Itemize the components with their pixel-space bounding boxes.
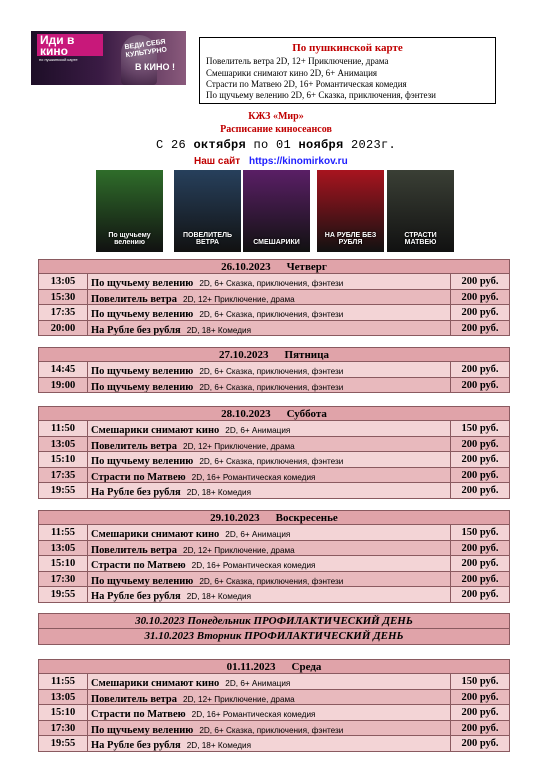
session-film — [88, 378, 451, 393]
session-price: 150 руб. — [461, 676, 499, 687]
day-header — [38, 259, 510, 274]
session-row — [38, 674, 510, 690]
session-time: 13:05 — [39, 690, 88, 705]
session-row — [38, 690, 510, 706]
session-time: 17:35 — [39, 305, 88, 320]
session-row — [38, 736, 510, 752]
film-title: На Рубле без рубля — [91, 487, 181, 498]
film-title: Смешарики снимают кино — [91, 678, 220, 689]
session-film — [88, 362, 451, 377]
session-film — [88, 674, 451, 689]
session-time: 11:50 — [39, 421, 88, 436]
day-date: 01.11.2023 — [226, 661, 276, 673]
film-title: Повелитель ветра — [91, 293, 178, 304]
session-row — [38, 587, 510, 603]
film-info: 2D, 18+ Комедия — [186, 592, 252, 601]
session-film — [88, 305, 451, 320]
session-time: 11:55 — [39, 525, 88, 540]
session-time: 15:10 — [39, 705, 88, 720]
movie-poster — [387, 170, 454, 252]
session-film — [88, 274, 451, 289]
session-time: 15:30 — [39, 290, 88, 305]
session-time: 17:30 — [39, 721, 88, 736]
session-film — [88, 587, 451, 602]
pushkin-card-title: По пушкинской карте — [292, 42, 403, 54]
film-info: 2D, 6+ Сказка, приключения, фэнтези — [199, 382, 344, 392]
session-row — [38, 362, 510, 378]
session-price: 200 руб. — [461, 589, 499, 600]
pushkin-card-box — [199, 37, 496, 104]
session-row — [38, 421, 510, 437]
day-schedule — [38, 259, 510, 336]
film-title: По щучьему велению — [91, 456, 194, 467]
poster-caption: НА РУБЛЕ БЕЗ РУБЛЯ — [324, 232, 377, 246]
movie-poster — [317, 170, 384, 252]
session-price: 200 руб. — [461, 291, 499, 303]
film-title: По щучьему велению — [91, 366, 194, 377]
day-header — [38, 510, 510, 525]
session-row — [38, 572, 510, 588]
pushkin-card-banner — [31, 31, 186, 85]
film-title: На Рубле без рубля — [91, 591, 181, 602]
day-weekday: Пятница — [284, 349, 329, 361]
session-price: 200 руб. — [461, 573, 499, 585]
day-header — [38, 406, 510, 421]
website-label: Наш сайт — [194, 156, 241, 167]
pushkin-film: Повелитель ветра 2D, 12+ Приключение, драма — [206, 56, 389, 66]
day-header — [38, 659, 510, 674]
film-title: Страсти по Матвею — [91, 560, 186, 571]
day-weekday: Среда — [291, 661, 322, 673]
session-time: 19:55 — [39, 736, 88, 751]
maintenance-notice: 31.10.2023 Вторник ПРОФИЛАКТИЧЕСКИЙ ДЕНЬ — [38, 629, 510, 645]
film-info: 2D, 6+ Анимация — [225, 426, 291, 435]
poster-caption: СМЕШАРИКИ — [253, 239, 300, 246]
session-row — [38, 705, 510, 721]
session-price: 200 руб. — [461, 307, 499, 318]
poster-caption: ПОВЕЛИТЕЛЬ ВЕТРА — [182, 232, 233, 246]
film-info: 2D, 6+ Сказка, приключения, фэнтези — [199, 367, 344, 376]
movie-poster — [174, 170, 241, 252]
film-info: 2D, 6+ Анимация — [225, 530, 291, 539]
day-schedule — [38, 510, 510, 603]
session-price: 200 руб. — [461, 322, 499, 334]
poster-caption: СТРАСТИ МАТВЕЮ — [404, 232, 437, 246]
session-price: 150 руб. — [461, 423, 499, 434]
film-title: По щучьему велению — [91, 278, 194, 289]
session-price: 200 руб. — [461, 691, 499, 703]
session-film — [88, 421, 451, 436]
day-weekday: Воскресенье — [275, 512, 338, 524]
session-film — [88, 556, 451, 571]
session-time: 19:55 — [39, 587, 88, 602]
session-time: 19:55 — [39, 483, 88, 498]
cinema-name: КЖЗ «Мир» — [248, 111, 304, 122]
film-title: По щучьему велению — [91, 724, 194, 735]
session-price: 200 руб. — [461, 438, 499, 450]
pushkin-film: Смешарики снимают кино 2D, 6+ Анимация — [206, 68, 378, 78]
film-title: Повелитель ветра — [91, 544, 178, 555]
session-time: 14:45 — [39, 362, 88, 377]
session-film — [88, 736, 451, 751]
film-info: 2D, 12+ Приключение, драма — [183, 545, 295, 555]
film-info: 2D, 18+ Комедия — [186, 325, 252, 335]
film-title: Повелитель ветра — [91, 440, 178, 451]
session-row — [38, 274, 510, 290]
day-weekday: Четверг — [286, 261, 327, 273]
session-film — [88, 290, 451, 305]
day-date: 26.10.2023 — [221, 261, 271, 273]
session-row — [38, 525, 510, 541]
film-title: Страсти по Матвею — [91, 709, 186, 720]
session-row — [38, 452, 510, 468]
film-info: 2D, 6+ Сказка, приключения, фэнтези — [199, 725, 344, 735]
session-film — [88, 483, 451, 498]
session-row — [38, 305, 510, 321]
session-film — [88, 321, 451, 336]
session-time: 13:05 — [39, 541, 88, 556]
film-info: 2D, 16+ Романтическая комедия — [191, 561, 316, 570]
film-info: 2D, 6+ Сказка, приключения, фэнтези — [199, 576, 344, 586]
session-film — [88, 705, 451, 720]
movie-poster — [96, 170, 163, 252]
session-price: 200 руб. — [461, 738, 499, 749]
film-title: На Рубле без рубля — [91, 324, 181, 335]
schedule-subtitle: Расписание киносеансов — [220, 124, 332, 135]
session-price: 200 руб. — [461, 379, 499, 391]
session-price: 200 руб. — [461, 558, 499, 569]
day-date: 27.10.2023 — [219, 349, 269, 361]
website-link[interactable]: https://kinomirkov.ru — [248, 156, 348, 167]
session-time: 13:05 — [39, 437, 88, 452]
film-info: 2D, 16+ Романтическая комедия — [191, 472, 316, 482]
maintenance-notice: 30.10.2023 Понедельник ПРОФИЛАКТИЧЕСКИЙ ДЕНЬ — [38, 613, 510, 629]
film-title: Повелитель ветра — [91, 693, 178, 704]
session-price: 200 руб. — [461, 542, 499, 554]
session-time: 15:10 — [39, 452, 88, 467]
movie-poster — [243, 170, 310, 252]
session-time: 19:00 — [39, 378, 88, 393]
session-film — [88, 690, 451, 705]
session-time: 20:00 — [39, 321, 88, 336]
film-info: 2D, 12+ Приключение, драма — [183, 294, 295, 304]
poster-caption: По щучьему велению — [108, 232, 151, 246]
session-row — [38, 378, 510, 394]
banner-slogan: ВЕДИ СЕБЯ КУЛЬТУРНО — [124, 38, 168, 60]
banner-subtitle: по пушкинской карте — [39, 57, 78, 62]
day-date: 28.10.2023 — [221, 408, 271, 420]
session-film — [88, 437, 451, 452]
maintenance-days — [38, 613, 510, 645]
session-price: 200 руб. — [461, 469, 499, 481]
day-schedule — [38, 406, 510, 499]
banner-slogan-2: В КИНО ! — [135, 62, 175, 72]
pushkin-film: Страсти по Матвею 2D, 16+ Романтическая комедия — [206, 79, 407, 89]
session-row — [38, 556, 510, 572]
film-title: Смешарики снимают кино — [91, 529, 220, 540]
session-price: 150 руб. — [461, 527, 499, 538]
film-info: 2D, 16+ Романтическая комедия — [191, 710, 316, 719]
banner-badge: Иди в кино — [37, 34, 103, 56]
film-info: 2D, 6+ Анимация — [225, 679, 291, 688]
session-row — [38, 437, 510, 453]
session-film — [88, 525, 451, 540]
film-title: Страсти по Матвею — [91, 471, 186, 482]
session-price: 200 руб. — [461, 485, 499, 496]
session-time: 15:10 — [39, 556, 88, 571]
date-range: С 26 октября по 01 ноября 2023г. — [155, 138, 397, 152]
session-price: 200 руб. — [461, 364, 499, 375]
session-film — [88, 452, 451, 467]
session-price: 200 руб. — [461, 276, 499, 287]
film-info: 2D, 6+ Сказка, приключения, фэнтези — [199, 279, 344, 288]
film-title: По щучьему велению — [91, 381, 194, 392]
session-row — [38, 483, 510, 499]
day-schedule — [38, 659, 510, 752]
day-weekday: Суббота — [286, 408, 327, 420]
film-info: 2D, 12+ Приключение, драма — [183, 694, 295, 704]
day-schedule — [38, 347, 510, 393]
website-line — [194, 156, 348, 167]
session-time: 17:30 — [39, 572, 88, 587]
session-time: 11:55 — [39, 674, 88, 689]
session-time: 13:05 — [39, 274, 88, 289]
film-info: 2D, 12+ Приключение, драма — [183, 441, 295, 451]
film-title: На Рубле без рубля — [91, 740, 181, 751]
session-price: 200 руб. — [461, 722, 499, 734]
session-price: 200 руб. — [461, 454, 499, 465]
film-info: 2D, 18+ Комедия — [186, 741, 252, 750]
session-row — [38, 321, 510, 337]
session-film — [88, 572, 451, 587]
day-date: 29.10.2023 — [210, 512, 260, 524]
film-title: Смешарики снимают кино — [91, 425, 220, 436]
session-film — [88, 541, 451, 556]
session-film — [88, 468, 451, 483]
session-row — [38, 721, 510, 737]
film-title: По щучьему велению — [91, 575, 194, 586]
film-info: 2D, 6+ Сказка, приключения, фэнтези — [199, 457, 344, 466]
session-price: 200 руб. — [461, 707, 499, 718]
session-row — [38, 541, 510, 557]
day-header — [38, 347, 510, 362]
film-info: 2D, 18+ Комедия — [186, 488, 252, 497]
session-row — [38, 468, 510, 484]
pushkin-film: По щучьему велению 2D, 6+ Сказка, приключения, фэнтези — [206, 90, 436, 100]
session-row — [38, 290, 510, 306]
session-film — [88, 721, 451, 736]
film-info: 2D, 6+ Сказка, приключения, фэнтези — [199, 310, 344, 319]
session-time: 17:35 — [39, 468, 88, 483]
film-title: По щучьему велению — [91, 309, 194, 320]
